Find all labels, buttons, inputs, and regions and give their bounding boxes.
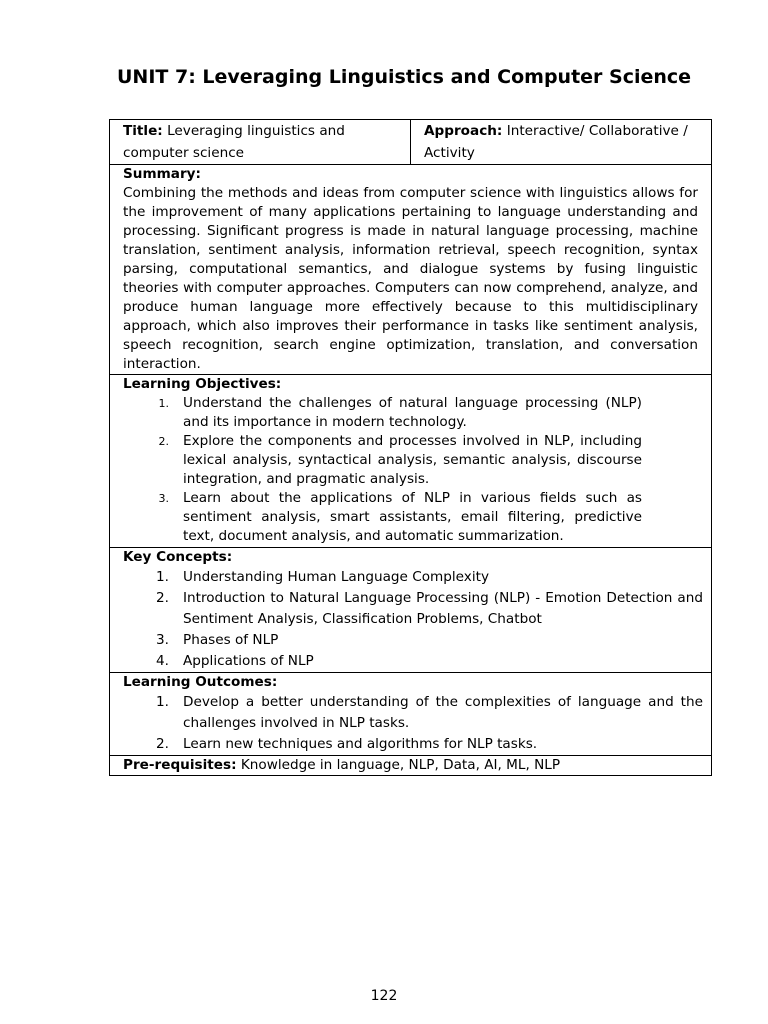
list-number: 2. <box>158 435 169 448</box>
list-item <box>123 692 703 734</box>
list-number: 1. <box>158 397 169 410</box>
key-concepts-label: Key Concepts: <box>123 549 233 565</box>
list-number: 1. <box>156 569 169 585</box>
approach-cell <box>411 120 711 164</box>
list-number: 2. <box>156 736 169 752</box>
key-concepts-list <box>123 567 703 672</box>
title-value: Leveraging linguistics and computer science <box>123 123 345 161</box>
list-item <box>123 588 703 630</box>
list-item <box>123 432 698 489</box>
list-item <box>123 394 698 432</box>
prerequisites-text: Knowledge in language, NLP, Data, AI, ML, NLP <box>236 757 561 773</box>
learning-outcomes-list <box>123 692 703 755</box>
prerequisites-row <box>110 755 711 775</box>
learning-objectives-label: Learning Objectives: <box>123 376 282 392</box>
summary-text: Combining the methods and ideas from computer science with linguistics allows for the improvement of many applications pertaining to language understanding and processing. Significant progress is made in natural language processing, machine translation, sentiment analysis, information retrieval, speech recognition, syntax parsing, computational semantics, and dialogue systems by fusing linguistic theories with computer approaches. Computers can now comprehend, analyze, and produce human language more effectively because to this multidisciplinary approach, which also improves their performance in tasks like sentiment analysis, speech recognition, search engine optimization, translation, and conversation interaction. <box>123 185 698 372</box>
list-text: Understanding Human Language Complexity <box>183 569 490 585</box>
title-label: Title: <box>123 123 163 139</box>
list-number: 3. <box>156 632 169 648</box>
unit-overview-table <box>109 119 712 776</box>
list-number: 2. <box>156 590 169 606</box>
list-text: Learn about the applications of NLP in various fields such as sentiment analysis, smart assistants, email filtering, predictive text, document analysis, and automatic summarization. <box>183 490 642 544</box>
list-text: Develop a better understanding of the complexities of language and the challenges involved in NLP tasks. <box>183 694 703 731</box>
unit-heading: UNIT 7: Leveraging Linguistics and Computer Science <box>117 66 692 88</box>
learning-outcomes-row <box>110 672 711 755</box>
summary-label: Summary: <box>123 166 201 182</box>
list-item <box>123 489 698 546</box>
learning-outcomes-label: Learning Outcomes: <box>123 674 278 690</box>
page-number: 122 <box>370 988 398 1004</box>
list-text: Understand the challenges of natural language processing (NLP) and its importance in modern technology. <box>183 395 642 430</box>
list-item <box>123 734 698 755</box>
list-text: Applications of NLP <box>183 653 314 669</box>
list-number: 4. <box>156 653 169 669</box>
list-text: Phases of NLP <box>183 632 279 648</box>
list-item <box>123 651 698 672</box>
list-number: 1. <box>156 694 169 710</box>
learning-objectives-row <box>110 374 711 547</box>
learning-objectives-list <box>123 394 698 547</box>
title-cell <box>110 120 411 164</box>
list-text: Explore the components and processes involved in NLP, including lexical analysis, syntactical analysis, semantic analysis, discourse integration, and pragmatic analysis. <box>183 433 642 487</box>
list-text: Learn new techniques and algorithms for NLP tasks. <box>183 736 538 752</box>
summary-row <box>110 164 711 374</box>
prerequisites-label: Pre-requisites: <box>123 757 237 773</box>
title-approach-row <box>110 120 711 164</box>
list-item <box>123 630 698 651</box>
approach-value: Interactive/ Collaborative / Activity <box>424 123 688 161</box>
list-number: 3. <box>158 492 169 505</box>
key-concepts-row <box>110 547 711 672</box>
list-text: Introduction to Natural Language Processing (NLP) - Emotion Detection and Sentiment Analysis, Classification Problems, Chatbot <box>183 590 703 627</box>
list-item <box>123 567 698 588</box>
approach-label: Approach: <box>424 123 503 139</box>
